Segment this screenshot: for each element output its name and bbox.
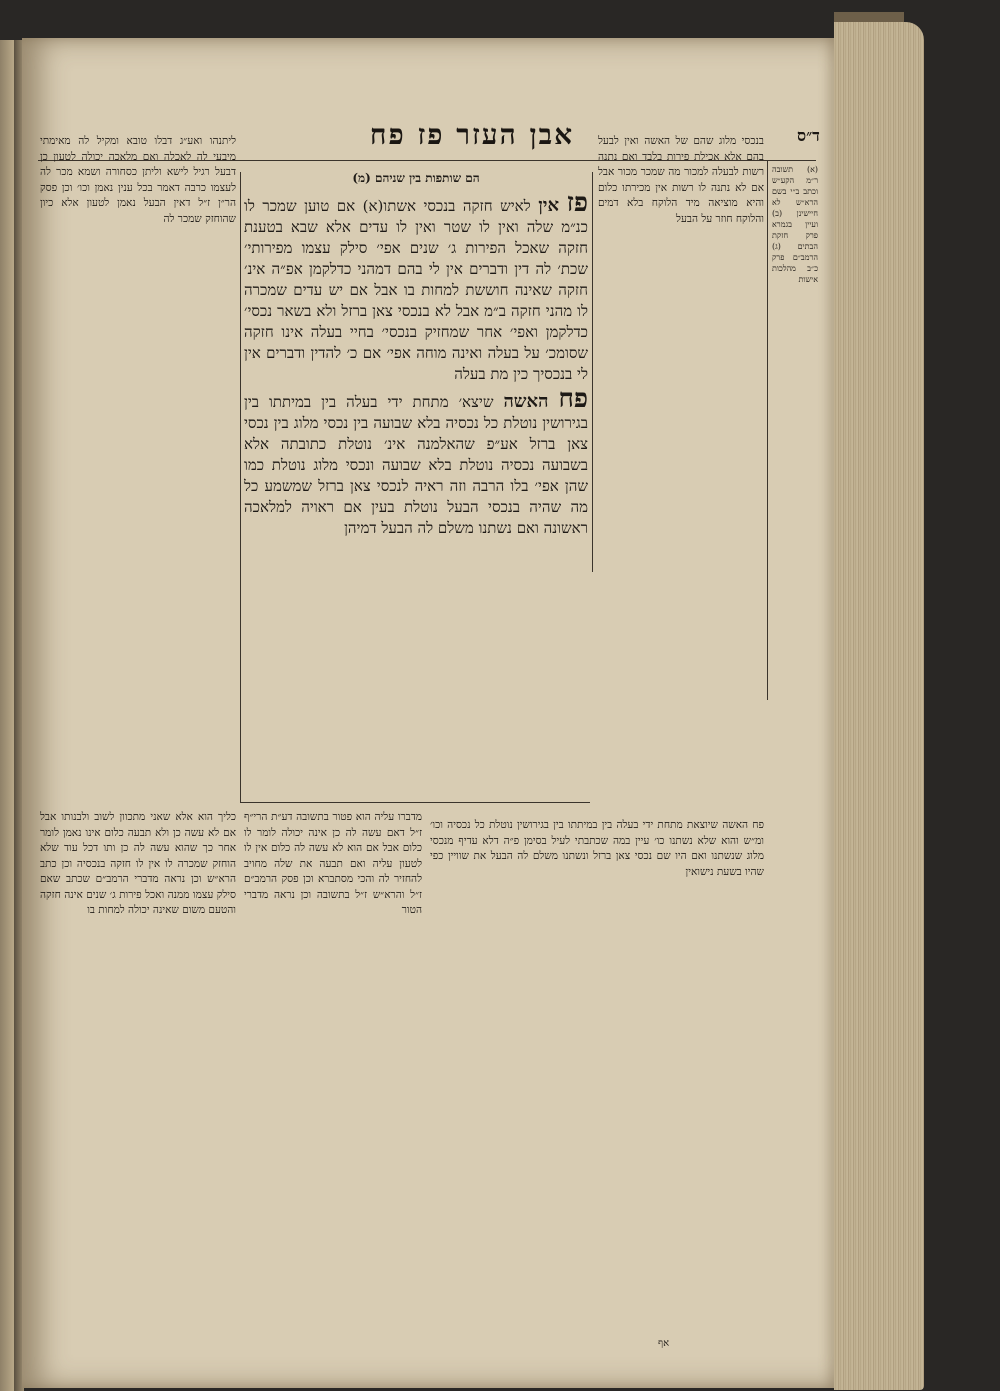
commentary-center-bottom (244, 810, 422, 1330)
commentary-left-bottom-text: כליך הוא אלא שאני מתכוון לשוב ולבנותו אבל אם לא עשה כן ולא תבעה כלום אינו נאמן לומר אחר כך שהוא עשה לה כן ותו דכל עוד שלא הוחזק שמכרה לו אין לו חזקה בנכסיה וכן כתב הרא״ש וכן נראה מדברי הרמב״ם שכתב שאם סילק עצמו ממנה ואכל פירות ג׳ שנים אינה חזקה והטעם משום שאינה יכולה למחות בו (40, 811, 236, 916)
main-text (244, 168, 588, 798)
commentary-left-top (40, 134, 236, 824)
commentary-center-bottom-text: מדברו עליה הוא פטור בתשובה דע״ת הרי״ף ז״ל דאם עשה לה כן אינה יכולה לומר לו כלום אבל אם הוא לא עשה לה כלום אין לו לטעון עליה ואם תבעה את שלה מחויב להחזיר לה והכי מסתברא וכן פסק הרמב״ם ז״ל והרא״ש ז״ל בתשובה וכן נראה מדברי הטור (244, 811, 422, 916)
column-rule-left (240, 172, 241, 802)
book-page (22, 38, 834, 1388)
commentary-right-bottom (430, 818, 764, 1330)
commentary-right-top-text: בנכסי מלוג שהם של האשה ואין לבעל בהם אלא אכילת פירות בלבד ואם נתנה רשות לבעלה למכור מה שמכר מכור אבל אם לא נתנה לו רשות אין מכירתו כלום והיא מוציאה מיד הלוקח בלא דמים והלוקח חוזר על הבעל (598, 135, 764, 225)
paragraph-number-88: פח (558, 384, 588, 414)
catchword: אף (658, 1338, 670, 1349)
column-rule-right (592, 172, 593, 572)
section-title: הם שותפות בין שניהם (מ) (352, 171, 480, 185)
paragraph-number-87: פז (566, 188, 588, 218)
commentary-right-bottom-text: פח האשה שיוצאת מתחת ידי בעלה בין במיתתו בין בגירושין נוטלת כל נכסיה וכו׳ ומ״ש והוא שלא נשתנו כו׳ עיין במה שכתבתי לעיל בסימן פ״ה דלא עדיף מנכסי מלוג שנשתנו ואם היו שם נכסי צאן ברזל ונשתנו משלם לה הבעל את שוויין כפי שהיו בשעת נישואין (430, 819, 764, 878)
running-head: אבן העזר פז פח (369, 118, 575, 151)
marginal-notes (772, 164, 818, 694)
marginal-notes-text: (א) תשובה ר״מ הקע״ש וכתב ב״י בשם הרא״ש לא חיישינן (ב) ועיין בגמרא פרק חזקת הבתים (ג) הרמב״ם פרק כ״ב מהלכות אישות (772, 165, 818, 284)
main-text-bottom-rule (240, 802, 590, 803)
margin-rule (767, 160, 768, 700)
paragraph-87-text: לאיש חזקה בנכסי אשתו(א) אם טוען שמכר לו כנ״מ שלה ואין לו שטר ואין לו עדים אלא שבא בטענת חזקה שאכל הפירות ג׳ שנים אפי׳ סילק עצמו מפירותי׳ שכת׳ לה דין ודברים אין לי בהם דמהני כדלקמן אפ״ה אינ׳ חזקה שאינה חוששת למחות בו אבל אם יש עדים שמכרה לו מהני חזקה ב״מ אבל לא בנכסי צאן ברזל ולא בשאר נכסי׳ כדלקמן ואפי׳ אחר שמחזיק בנכסי׳ בחיי בעלה אינו חזקה שסומכ׳ על בעלה ואינה מוחה אפי׳ אם כ׳ להדין ודברים אין לי בנכסיך כין מת בעלה (244, 197, 588, 383)
facing-page-edge (0, 40, 14, 1391)
commentary-left-bottom (40, 810, 236, 1330)
commentary-right-top (598, 134, 764, 814)
paragraph-opening-word-87: אין (538, 195, 560, 216)
paragraph-opening-word-88: האשה (503, 391, 549, 412)
page-stack-fore-edge (834, 22, 924, 1390)
commentary-left-top-text: ליתנהו ואע״ג דבלו טובא ומקיל לה מאימתי מיבעי לה לאכלה ואם מלאכה יכולה לטעון כן דבעל רגיל לישא וליתן כסחורה ושמא מכר לה לעצמו כרבה דאמר בכל ענין נאמן וכו׳ וכן פסק הר״ן ז״ל דאין הבעל נאמן לטעון אלא כיון שהוחזק שמכר לה (40, 135, 236, 225)
paragraph-88-text: שיצא׳ מתחת ידי בעלה בין במיתתו בין בגירושין נוטלת כל נכסיה בלא שבועה בין נכסי מלוג בין נכסי צאן ברזל אע״פ שהאלמנה אינ׳ נוטלת כתובתה אלא בשבועה נכסיה נוטלת בלא שבועה ונכסי מלוג נוטלת כמו שהן אפי׳ בלו הרבה וזה ראיה לנכסי צאן ברזל שמשמע כל מה שהיה בנכסי הבעל נוטלת בעין אם ראויה למלאכה ראשונה ואם נשתנו משלם לה הבעל דמיהן (244, 393, 588, 537)
folio-number: ד״ס (797, 126, 820, 145)
